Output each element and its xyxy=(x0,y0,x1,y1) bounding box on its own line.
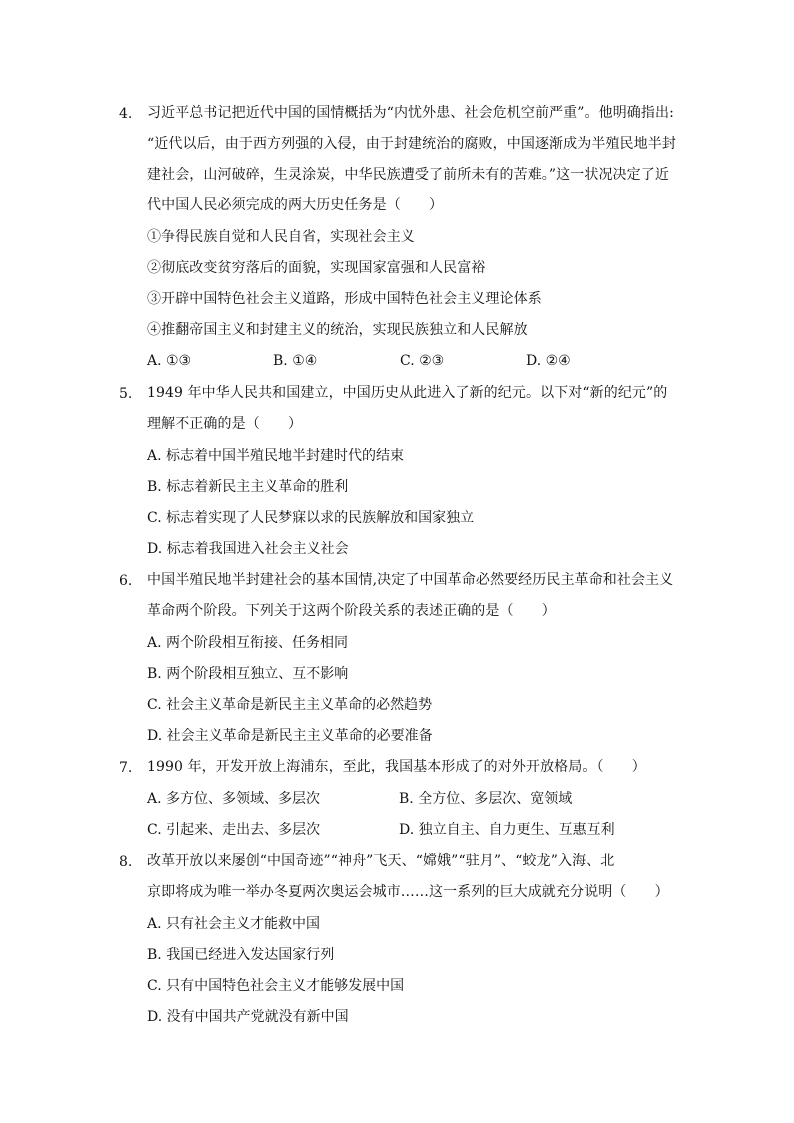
question-text-line: 1990 年，开发开放上海浦东，至此，我国基本形成了的对外开放格局。（ ） xyxy=(147,759,646,775)
question-text-line: 习近平总书记把近代中国的国情概括为“内忧外患、社会危机空前严重”。他明确指出: xyxy=(147,105,674,121)
option-a[interactable]: A. ①③ xyxy=(147,353,192,369)
option-b[interactable]: B. 我国已经进入发达国家行列 xyxy=(147,947,335,963)
statement-line: ②彻底改变贫穷落后的面貌，实现国家富强和人民富裕 xyxy=(147,260,486,276)
question-number: 5. xyxy=(119,386,133,402)
question-number: 7. xyxy=(119,760,133,776)
option-b[interactable]: B. 标志着新民主主义革命的胜利 xyxy=(147,479,349,495)
option-a[interactable]: A. 只有社会主义才能救中国 xyxy=(147,916,321,932)
option-a[interactable]: A. 两个阶段相互衔接、任务相同 xyxy=(147,635,349,651)
statement-line: ④推翻帝国主义和封建主义的统治，实现民族独立和人民解放 xyxy=(147,322,528,338)
question-text-line: 京即将成为唯一举办冬夏两次奥运会城市……这一系列的巨大成就充分说明（ ） xyxy=(147,884,669,900)
option-c[interactable]: C. 标志着实现了人民梦寐以求的民族解放和国家独立 xyxy=(147,510,475,526)
option-c[interactable]: C. 社会主义革命是新民主主义革命的必然趋势 xyxy=(147,697,433,713)
option-d[interactable]: D. ②④ xyxy=(526,353,571,369)
option-d[interactable]: D. 没有中国共产党就没有新中国 xyxy=(147,1009,349,1025)
question-text-line: 革命两个阶段。下列关于这两个阶段关系的表述正确的是（ ） xyxy=(147,603,556,619)
question-text-line: 建社会，山河破碎，生灵涂炭，中华民族遭受了前所未有的苦难。”这一状况决定了近 xyxy=(147,167,669,183)
question-text-line: “近代以后，由于西方列强的入侵，由于封建统治的腐败，中国逐渐成为半殖民地半封 xyxy=(147,136,676,152)
question-number: 6. xyxy=(119,573,133,589)
option-c[interactable]: C. ②③ xyxy=(400,353,445,369)
question-number: 8. xyxy=(119,854,133,870)
option-c[interactable]: C. 引起来、走出去、多层次 xyxy=(147,822,321,838)
statement-line: ③开辟中国特色社会主义道路，形成中国特色社会主义理论体系 xyxy=(147,291,542,307)
question-text-line: 理解不正确的是（ ） xyxy=(147,416,303,432)
option-b[interactable]: B. ①④ xyxy=(273,353,318,369)
question-text-line: 代中国人民必须完成的两大历史任务是（ ） xyxy=(147,197,444,213)
option-d[interactable]: D. 标志着我国进入社会主义社会 xyxy=(147,541,349,557)
question-text-line: 改革开放以来屡创“中国奇迹”“神舟”飞天、“嫦娥”“驻月”、“蛟龙”入海、北 xyxy=(147,853,615,869)
option-d[interactable]: D. 独立自主、自力更生、互惠互利 xyxy=(399,822,615,838)
option-a[interactable]: A. 多方位、多领域、多层次 xyxy=(147,791,321,807)
statement-line: ①争得民族自觉和人民自省，实现社会主义 xyxy=(147,229,415,245)
option-c[interactable]: C. 只有中国特色社会主义才能够发展中国 xyxy=(147,978,405,994)
option-d[interactable]: D. 社会主义革命是新民主主义革命的必要准备 xyxy=(147,728,433,744)
question-number: 4. xyxy=(119,106,133,122)
option-b[interactable]: B. 两个阶段相互独立、互不影响 xyxy=(147,666,349,682)
option-a[interactable]: A. 标志着中国半殖民地半封建时代的结束 xyxy=(147,448,405,464)
question-text-line: 1949 年中华人民共和国建立，中国历史从此进入了新的纪元。以下对“新的纪元”的 xyxy=(147,385,668,401)
question-text-line: 中国半殖民地半封建社会的基本国情,决定了中国革命必然要经历民主革命和社会主义 xyxy=(147,572,674,588)
option-b[interactable]: B. 全方位、多层次、宽领域 xyxy=(399,791,573,807)
